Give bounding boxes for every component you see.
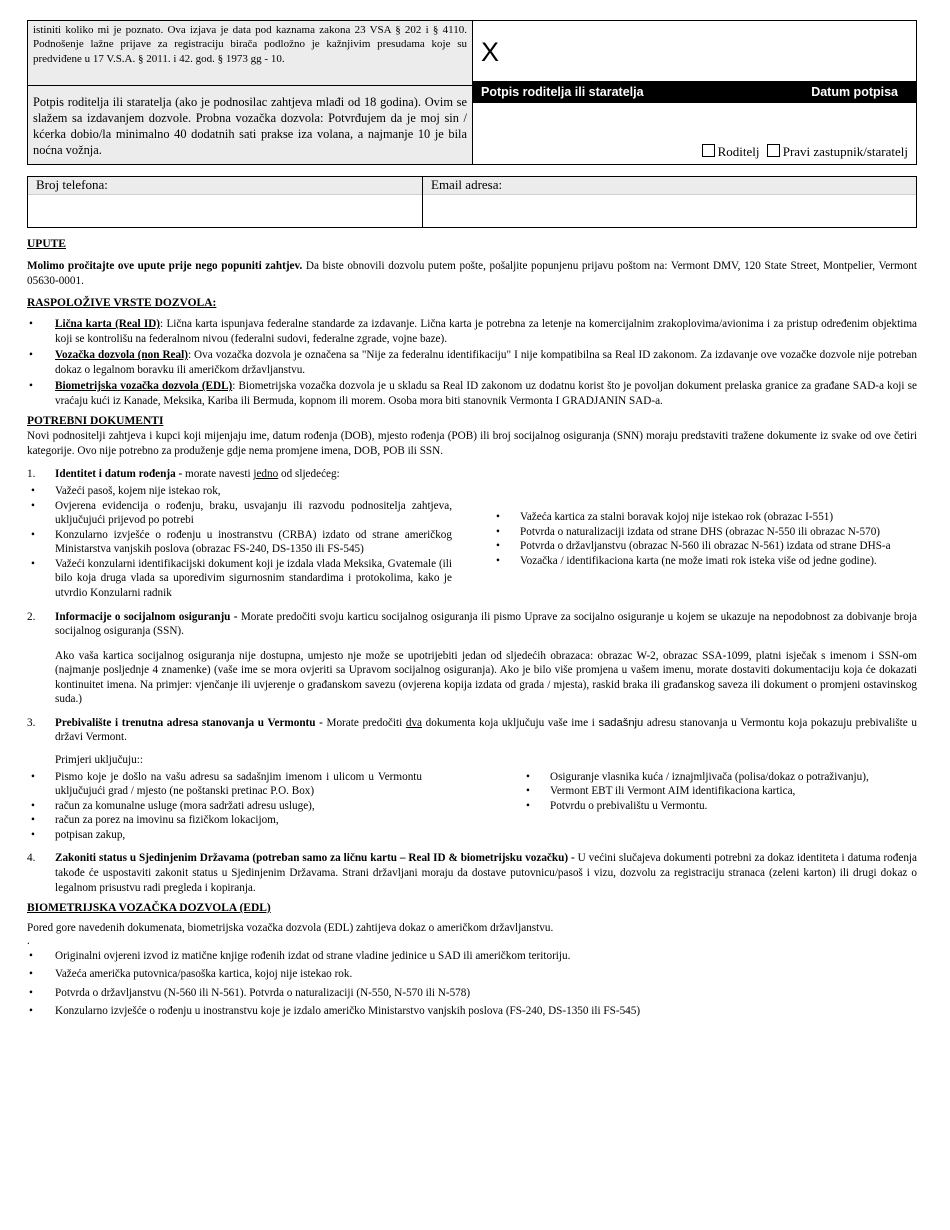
list-item: • Ovjerena evidencija o rođenju, braku, usvajanju ili razvodu podnositelja zahtjeva, uključujući prijevod po potrebi	[27, 499, 452, 528]
declaration-column	[28, 21, 473, 164]
list-item: • Važeći pasoš, kojem nije istekao rok,	[27, 484, 452, 499]
section-number: 2.	[27, 610, 36, 623]
section-emphasis: jedno	[253, 468, 279, 481]
license-types-list	[27, 317, 917, 408]
list-item: • Vozačka / identifikaciona karta (ne može imati rok isteka više od jedne godine).	[492, 554, 917, 569]
section-social-security	[27, 610, 917, 707]
edl-list	[27, 949, 917, 1019]
role-options	[702, 144, 908, 161]
email-label: Email adresa:	[423, 177, 916, 195]
section-text: morate navesti	[182, 468, 254, 481]
residence-docs-right	[522, 770, 917, 814]
parent-signature-label: Potpis roditelja ili staratelja	[481, 84, 644, 99]
identity-docs-right	[492, 510, 917, 568]
license-type-text: : Lična karta ispunjava federalne standarde za izdavanje. Lična karta je potrebna za letenje na komercijalnim zrakoplovima/avionima i za pristup određenim objektima koji se kontrolišu na federalnom nivou (federalni sudovi, federalne zgrade, vojne baze).	[55, 318, 917, 345]
list-item: • Pismo koje je došlo na vašu adresu sa sadašnjim imenom i ulicom u Vermontu uključujući grad / mjesto (ne poštanski pretinac P.O. Box)	[27, 770, 422, 799]
contact-table	[27, 176, 917, 228]
section-legal-status	[27, 851, 917, 895]
section-title: Identitet i datum rođenja -	[55, 468, 183, 481]
section-title: Informacije o socijalnom osiguranju -	[55, 610, 238, 623]
list-item: • Originalni ovjereni izvod iz matične knjige rođenih izdat od strane vladine jedinice u SAD ili američkom teritoriju.	[27, 949, 917, 964]
parent-consent-text: Potpis roditelja ili staratelja (ako je podnosilac zahtjeva mlađi od 18 godina). Ovim se slažem sa izdavanjem dozvole. Probna vozačka dozvola: Potvrđujem da je moj sin / kćerka dobio/la minimalno 40 dodatnih sati prakse iza volana, a najmanje 10 je bila noćna vožnja.	[33, 95, 467, 158]
signature-date-label: Datum potpisa	[811, 84, 898, 99]
license-types-heading: RASPOLOŽIVE VRSTE DOZVOLA:	[27, 297, 217, 310]
instructions-heading: UPUTE	[27, 238, 66, 250]
guardian-checkbox[interactable]	[767, 144, 780, 157]
list-item: • Potvrda o državljanstvu (N-560 ili N-561). Potvrda o naturalizaciji (N-550, N-570 ili N-578)	[27, 986, 917, 1001]
license-type-text: : Ova vozačka dozvola je označena sa "Nije za federalnu identifikaciju" I nije kompatibilna sa Real ID zakonom. Za izdavanje ove vozačke dozvole nije potreban dokaz o legalnom boravku ili američkom državljanstvu.	[55, 349, 917, 376]
section-paragraph: Ako vaša kartica socijalnog osiguranja nije dostupna, umjesto nje može se upotrijebiti jedan od sljedećih obrazaca: obrazac W-2, obrazac SSA-1099, platni isječak s imenom i SSN-om (najmanje posljednje 4 znamenke) (vaše ime se mora ovjeriti sa Upravom socijalnog osiguranja). Ako je bilo više promjena u vašem imenu, morate dostaviti dokumentaciju koja će dokazati kontinuitet imena. Na primjer: vjenčanje ili uvjerenje o građanskom savezu (ovjerena kopija izdata od grada / mjesta), raskid braka ili građanskog saveza ili dokument o promjeni ostavinskog suda.)	[55, 649, 917, 706]
edl-heading: BIOMETRIJSKA VOZAČKA DOZVOLA (EDL)	[27, 902, 271, 915]
section-number: 4.	[27, 852, 36, 865]
license-type-label: Vozačka dozvola (non Real)	[55, 349, 188, 362]
section-title: Zakoniti status u Sjedinjenim Državama (potreban samo za ličnu kartu – Real ID & biometrijsku vozačku) -	[55, 852, 575, 865]
edl-intro: Pored gore navedenih dokumenata, biometrijska vozačka dozvola (EDL) zahtijeva dokaz o američkom državljanstvu.	[27, 922, 554, 934]
signature-table	[27, 20, 917, 165]
applicant-signature-field[interactable]	[473, 21, 916, 81]
identity-docs-left	[27, 484, 452, 601]
examples-label: Primjeri uključuju::	[55, 754, 143, 766]
section-text: od sljedećeg:	[278, 468, 340, 481]
license-type-label: Biometrijska vozačka dozvola (EDL)	[55, 380, 233, 393]
section-title: Prebivalište i trenutna adresa stanovanja u Vermontu -	[55, 716, 323, 729]
list-item	[27, 317, 917, 346]
residence-docs-left	[27, 770, 422, 843]
list-item	[27, 348, 917, 377]
parent-checkbox-label: Roditelj	[717, 144, 760, 160]
signature-column	[473, 21, 916, 164]
license-type-label: Lična karta (Real ID)	[55, 318, 161, 330]
instructions-text: Da biste obnovili dozvolu putem pošte, pošaljite popunjenu prijavu poštom na: Vermont DMV, 120 State Street, Montpelier, Vermont 05630-0001.	[27, 259, 917, 287]
list-item: • Potvrda o državljanstvu (obrazac N-560 ili obrazac N-561) izdata od strane DHS-a	[492, 539, 917, 554]
list-item: • račun za komunalne usluge (mora sadržati adresu usluge),	[27, 799, 422, 814]
required-docs-intro: Novi podnositelji zahtjeva i kupci koji mijenjaju ime, datum rođenja (DOB), mjesto rođenja (POB) ili broj socijalnog osiguranja (SNN) moraju predstaviti tražene dokumente iz svake od ove četiri kategorije. Ovo nije potrebno za produženje gdje nema promjene imena, DOB, POB ili SSN.	[27, 430, 917, 457]
required-docs-heading: POTREBNI DOKUMENTI	[27, 415, 164, 428]
section-identity	[27, 467, 917, 600]
list-item: • račun za porez na imovinu sa fizičkom lokacijom,	[27, 813, 422, 828]
list-item: • potpisan zakup,	[27, 828, 422, 843]
instructions-paragraph	[27, 259, 917, 288]
parent-checkbox[interactable]	[702, 144, 715, 157]
section-number: 1.	[27, 468, 36, 481]
section-emphasis: dva	[405, 716, 423, 729]
list-item: • Osiguranje vlasnika kuća / iznajmljivača (polisa/dokaz o potraživanju),	[522, 770, 917, 785]
list-item: • Konzularno izvješće o rođenju u inostranstvu (CRBA) izdato od strane američkog Ministarstva vanjskih poslova (obrazac FS-240, DS-1350 ili FS-545)	[27, 528, 452, 557]
list-item: • Potvrda o naturalizaciji izdata od strane DHS (obrazac N-550 ili obrazac N-570)	[492, 525, 917, 540]
list-item: • Vermont EBT ili Vermont AIM identifikaciona kartica,	[522, 784, 917, 799]
section-number: 3.	[27, 716, 36, 729]
phone-label: Broj telefona:	[28, 177, 422, 195]
guardian-checkbox-label: Pravi zastupnik/staratelj	[782, 144, 908, 160]
section-text: U većini slučajeva dokumenti potrebni za dokaz identiteta i datuma rođenja takođe će uspostaviti zakonit status u Sjedinjenim Državama. Strani državljani moraju da dostave putovnicu/pasoš i vizu, dozvolu za registraciju stranaca (zeleni karton) ili drugi dokaz o legalnom prisustvu radi pregleda i kopiranja.	[55, 852, 918, 894]
signature-x-mark: X	[481, 37, 500, 67]
parent-signature-field[interactable]	[473, 103, 916, 164]
section-text: adresu stanovanja u Vermontu koja pokazuju prebivalište u državi Vermont.	[55, 716, 917, 744]
section-text: dokumenta koja uključuju vaše ime i	[422, 716, 599, 729]
license-type-text: : Biometrijska vozačka dozvola je u skladu sa Real ID zakonom uz dodatnu korist što je povoljan dokument prelaska granice za građane SAD-a koji se vraćaju kući iz Kanade, Meksika, Kariba ili Bermuda, kopnom ili morem. Osoba mora biti stanovnik Vermonta I GRADJANIN SAD-a.	[55, 380, 918, 407]
section-emphasis: sadašnju	[598, 716, 644, 729]
list-item: • Važeća kartica za stalni boravak kojoj nije istekao rok (obrazac I-551)	[492, 510, 917, 525]
instructions-lead: Molimo pročitajte ove upute prije nego popuniti zahtjev.	[27, 259, 303, 272]
email-field[interactable]	[423, 177, 916, 227]
section-residence	[27, 716, 917, 843]
list-item: • Potvrdu o prebivalištu u Vermontu.	[522, 799, 917, 814]
parent-signature-header	[473, 81, 916, 103]
edl-dot: .	[27, 934, 30, 947]
section-text: Morate predočiti	[322, 716, 406, 729]
list-item	[27, 379, 917, 408]
list-item: • Važeća američka putovnica/pasoška kartica, kojoj nije istekao rok.	[27, 967, 917, 982]
phone-field[interactable]	[28, 177, 423, 227]
list-item: • Konzularno izvješće o rođenju u inostranstvu koje je izdalo američko Ministarstvo vanjskih poslova (FS-240, DS-1350 ili FS-545)	[27, 1004, 917, 1019]
list-item: • Važeći konzularni identifikacijski dokument koji je izdala vlada Meksika, Gvatemale (ili bilo koja druga vlada sa uporedivim sigurnosnim standardima i protokolima, kako je utvrdio Konzularni radnik	[27, 557, 452, 601]
declaration-text: istiniti koliko mi je poznato. Ova izjava je data pod kaznama zakona 23 VSA § 202 i § 4110. Podnošenje lažne prijave za registraciju birača podložno je kažnjivim presudama koje su predviđene u 17 V.S.A. § 2011. i 42. god. § 1973 gg - 10.	[28, 21, 472, 86]
document-page	[27, 20, 917, 1021]
section-text: Morate predočiti svoju karticu socijalnog osiguranja ili pismo Uprave za socijalno osiguranje u kojem se ukazuje na nepodobnost za dobivanje broja socijalnog osiguranja (SSN).	[55, 610, 918, 638]
